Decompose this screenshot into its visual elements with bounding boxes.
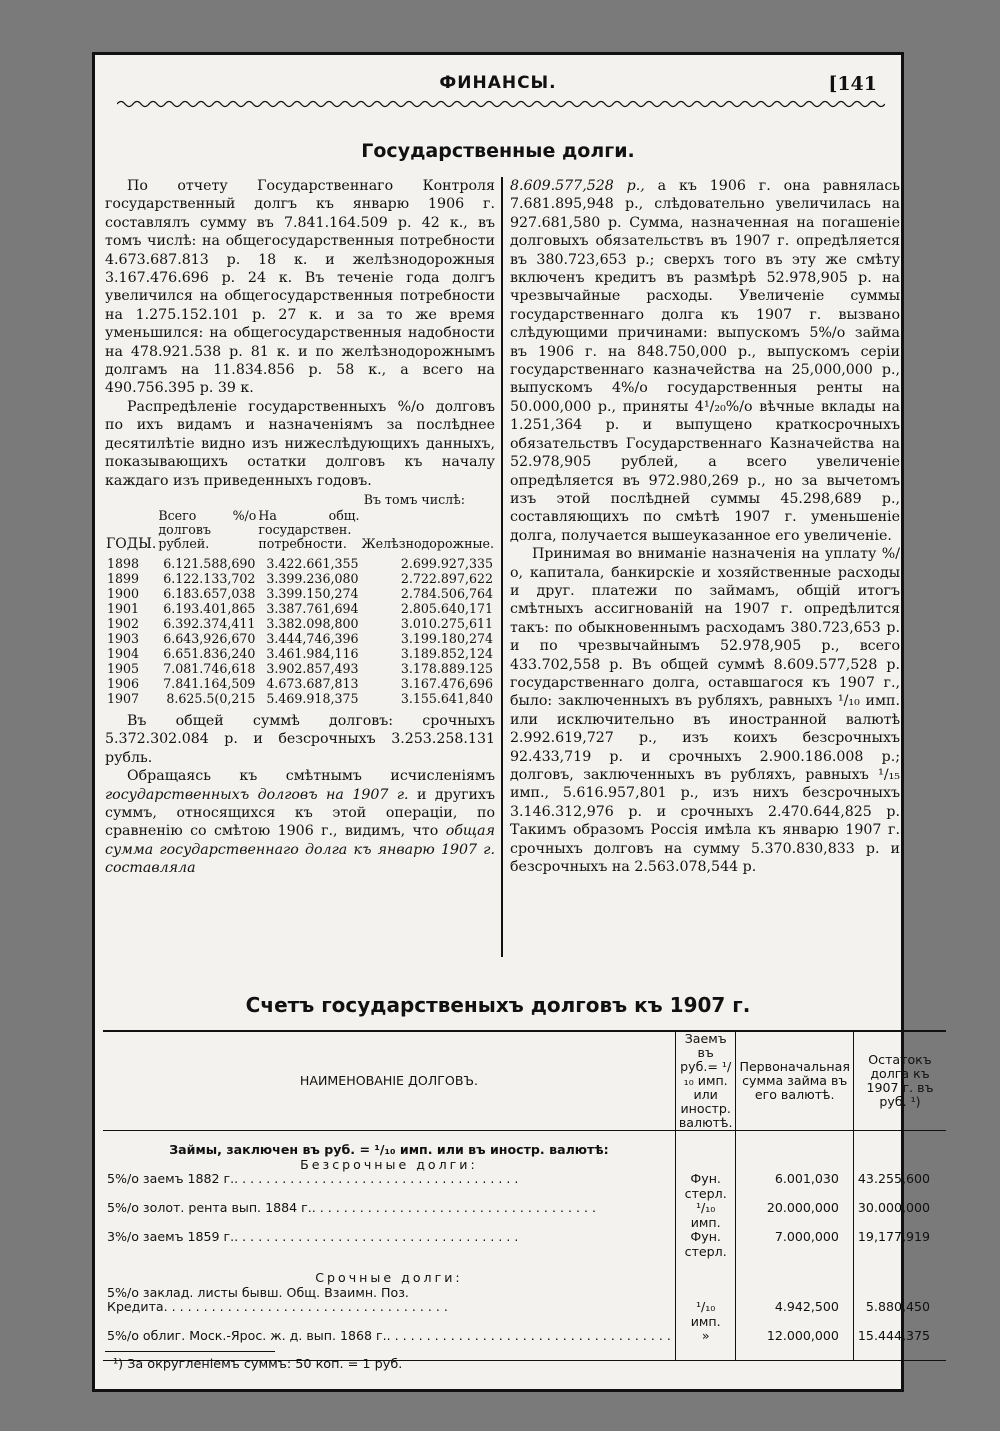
value-cell: 7.841.164,509 xyxy=(163,675,256,691)
value-cell: 3.387.761,694 xyxy=(266,600,359,616)
currency-cell: Фун. стерл. xyxy=(675,1172,736,1201)
table-row xyxy=(103,1329,946,1344)
column-header: НАИМЕНОВАНІЕ ДОЛГОВЪ. xyxy=(103,1031,675,1131)
value-cell: 3.444,746,396 xyxy=(266,630,359,646)
row-label-text: 5%/о заемъ 1882 г. xyxy=(107,1171,235,1186)
amount-cell: 19,177,919 xyxy=(853,1230,946,1259)
dot-leader: . . . . . . . . . . . . . . . . . . . . . . . . . . . . . . . . . . . . xyxy=(386,1329,671,1343)
table-row xyxy=(105,691,495,706)
currency-cell: » xyxy=(675,1329,736,1344)
table-row xyxy=(105,601,495,616)
table-row xyxy=(105,676,495,691)
group-header: Въ томъ числѣ: xyxy=(363,491,465,507)
year-cell: 1899 xyxy=(107,570,140,586)
left-column xyxy=(105,177,495,878)
wavy-rule xyxy=(117,99,885,109)
value-cell: 3.382.098,800 xyxy=(266,615,359,631)
row-label xyxy=(103,1300,675,1329)
value-cell: 2.722.897,622 xyxy=(400,570,493,586)
currency-cell: ¹/₁₀ имп. xyxy=(675,1300,736,1329)
running-title: ФИНАНСЫ. xyxy=(439,73,557,93)
value-cell: 6.183.657,038 xyxy=(163,585,256,601)
paragraph: Обращаясь къ смѣтнымъ исчисленіямъ государственныхъ долговъ на 1907 г. и другихъ суммъ, относящихся къ этой операціи, по сравненію со смѣтою 1906 г., видимъ, что общая сумма государственнаго долга къ январю 1907 г. составляла xyxy=(105,768,495,877)
dot-leader: . . . . . . . . . . . . . . . . . . . . . . . . . . . . . . . . . . . . xyxy=(234,1230,519,1244)
table-row xyxy=(105,631,495,646)
value-cell: 3.010.275,611 xyxy=(400,615,493,631)
section-title: Государственные долги. xyxy=(361,140,635,162)
value-cell: 3.167.476,696 xyxy=(400,675,493,691)
row-label xyxy=(103,1172,675,1201)
value-cell: 6.651.836,240 xyxy=(163,645,256,661)
column-header: Первоначальная сумма займа въ его валютѣ. xyxy=(736,1031,853,1131)
paragraph: По отчету Государственнаго Контроля государственный долгъ къ январю 1906 г. составлялъ сумму въ 7.841.164.509 р. 42 к., въ томъ числѣ: на общегосударственныя потребности 4.673.687.813 р. 18 к. и желѣзнодорожныя 3.167.476.696 р. 24 к. Въ теченіе года долгъ увеличился на общегосударственныя потребности на 1.275.152.101 р. 27 к. и за то же время уменьшился: на общегосударственныя надобности на 478.921.538 р. 81 к. и по желѣзнодорожнымъ долгамъ на 11.834.856 р. 58 к., а всего на 490.756.395 р. 39 к. xyxy=(105,178,495,397)
amount-cell: 7.000,000 xyxy=(736,1230,853,1259)
year-cell: 1904 xyxy=(107,645,140,661)
column-header: Всего %/о долговъ рублей. xyxy=(158,507,257,551)
column-divider xyxy=(501,177,503,957)
value-cell: 4.673.687,813 xyxy=(266,675,359,691)
group-label: Займы, заключен въ руб. = ¹/₁₀ имп. или въ иностр. валютѣ: xyxy=(169,1142,609,1157)
amount-cell: 5.880,450 xyxy=(853,1300,946,1329)
row-label-text: 3%/о заемъ 1859 г. xyxy=(107,1229,235,1244)
dot-leader: . . . . . . . . . . . . . . . . . . . . . . . . . . . . . . . . . . . . xyxy=(234,1172,519,1186)
value-cell: 6.643,926,670 xyxy=(163,630,256,646)
value-cell: 6.392.374,411 xyxy=(163,615,256,631)
paragraph: Принимая во вниманіе назначенія на уплату %/о, капитала, банкирскіе и хозяйственные расходы и друг. платежи по займамъ, общій итогъ смѣтныхъ ассигнованій на 1907 г. опредѣлится такъ: по обыкновеннымъ расходамъ 380.723,653 р. и по чрезвычайнымъ 52.978,905 р., всего 433.702,558 р. Въ общей суммѣ 8.609.577,528 р. государственнаго долга, оставшагося къ 1907 г., было: заключенныхъ въ рубляхъ, равныхъ ¹/₁₀ имп. или исключительно въ иностранной валютѣ 2.992.619,727 р., изъ коихъ безсрочныхъ 92.433,719 р. и срочныхъ 2.900.186.008 р.; долговъ, заключенныхъ въ рубляхъ, равныхъ ¹/₁₅ имп., 5.616.957,801 р., изъ нихъ безсрочныхъ 3.146.312,976 р. и срочныхъ 2.470.644,825 р. Такимъ образомъ Россія имѣла къ январю 1907 г. срочныхъ долговъ на сумму 5.370.830,833 р. и безсрочныхъ на 2.563.078,544 р. xyxy=(510,546,900,876)
table-row xyxy=(103,1172,946,1201)
table-row xyxy=(105,556,495,571)
paragraph: Распредѣленіе государственныхъ %/о долговъ по ихъ видамъ и назначеніямъ за послѣднее десятилѣтіе видно изъ нижеслѣдующихъ данныхъ, показывающихъ остатки долговъ къ началу каждаго изъ приведенныхъ годовъ. xyxy=(105,398,495,489)
value-cell: 3.178.889.125 xyxy=(400,660,493,676)
year-cell: 1902 xyxy=(107,615,140,631)
table-row xyxy=(103,1201,946,1230)
column-header: ГОДЫ. xyxy=(106,535,157,552)
value-cell: 3.902.857,493 xyxy=(266,660,359,676)
dot-leader: . . . . . . . . . . . . . . . . . . . . . . . . . . . . . . . . . . . . xyxy=(163,1300,448,1314)
debt-table xyxy=(103,1030,946,1361)
row-label xyxy=(103,1230,675,1259)
value-cell: 5.469.918,375 xyxy=(266,690,359,706)
table-row xyxy=(105,586,495,601)
amount-cell: 20.000,000 xyxy=(736,1201,853,1230)
amount-cell: 15.444,375 xyxy=(853,1329,946,1344)
column-header: Желѣзнодорожные. xyxy=(361,535,494,551)
page-number: [141 xyxy=(828,73,877,95)
row-label: 5%/о заклад. листы бывш. Общ. Взаимн. Поз. xyxy=(107,1284,409,1300)
value-cell: 6.121.588,690 xyxy=(163,555,256,571)
footnote: ¹) За округленіемъ суммъ: 50 коп. = 1 руб. xyxy=(113,1357,403,1372)
value-cell: 2.784.506,764 xyxy=(400,585,493,601)
table-title: Счетъ государственыхъ долговъ къ 1907 г. xyxy=(245,993,751,1017)
value-cell: 2.699.927,335 xyxy=(400,555,493,571)
year-cell: 1900 xyxy=(107,585,140,601)
value-cell: 3.399.150,274 xyxy=(266,585,359,601)
value-cell: 3.155.641,840 xyxy=(400,690,493,706)
amount-cell: 43.255,600 xyxy=(853,1172,946,1201)
year-cell: 1898 xyxy=(107,555,140,571)
amount-cell: 4.942,500 xyxy=(736,1300,853,1329)
row-label-text: Кредита xyxy=(107,1299,164,1314)
years-table xyxy=(105,492,495,706)
value-cell: 8.625.5(0,215 xyxy=(166,690,256,706)
value-cell: 7.081.746,618 xyxy=(163,660,256,676)
paragraph: Въ общей суммѣ долговъ: срочныхъ 5.372.302.084 р. и безсрочныхъ 3.253.258.131 рубль. xyxy=(105,712,495,766)
value-cell: 2.805.640,171 xyxy=(400,600,493,616)
row-label xyxy=(103,1201,675,1230)
year-cell: 1903 xyxy=(107,630,140,646)
year-cell: 1907 xyxy=(107,690,140,706)
table-row xyxy=(105,571,495,586)
amount-cell: 12.000,000 xyxy=(736,1329,853,1344)
subgroup-label: Срочные долги: xyxy=(315,1270,463,1285)
table-row xyxy=(105,616,495,631)
table-row xyxy=(105,661,495,676)
table-row xyxy=(103,1300,946,1329)
currency-cell: Фун. стерл. xyxy=(675,1230,736,1259)
value-cell: 3.461.984,116 xyxy=(266,645,359,661)
amount-cell: 6.001,030 xyxy=(736,1172,853,1201)
currency-cell: ¹/₁₀ имп. xyxy=(675,1201,736,1230)
column-header: На общ. государствен. потребности. xyxy=(258,507,360,551)
value-cell: 3.399.236,080 xyxy=(266,570,359,586)
row-label xyxy=(103,1329,675,1344)
right-column xyxy=(510,177,900,876)
value-cell: 3.422.661,355 xyxy=(266,555,359,571)
table-row xyxy=(103,1230,946,1259)
paragraph: 8.609.577,528 р., а къ 1906 г. она равнялась 7.681.895,948 р., слѣдовательно увеличилась на 927.681,580 р. Сумма, назначенная на погашеніе долговыхъ обязательствъ въ 1907 г. опредѣляется въ 380.723,653 р.; сверхъ того въ эту же смѣту включенъ кредитъ въ размѣрѣ 52.978,905 р. на чрезвычайные расходы. Увеличеніе суммы государственнаго долга къ 1907 г. вызвано слѣдующими причинами: выпускомъ 5%/о займа въ 1906 г. на 848.750,000 р., выпускомъ серіи государственнаго казначейства на 25,000,000 р., выпускомъ 4%/о государственныя ренты на 50.000,000 р., приняты 4¹/₂₀%/о вѣчные вклады на 1.251,364 р. и выпущено краткосрочныхъ обязательствъ Государственнаго Казначейства на 52.978,905 рублей, а всего увеличеніе опредѣляется въ 972.980,269 р., но за вычетомъ изъ этой послѣдней суммы 45.298,689 р., составляющихъ по смѣтѣ 1907 г. уменьшеніе долга, получается вышеуказанное его увеличеніе. xyxy=(510,178,901,544)
footnote-rule xyxy=(105,1351,275,1352)
row-label-text: 5%/о облиг. Моск.-Ярос. ж. д. вып. 1868 г. xyxy=(107,1328,387,1343)
subgroup-label: Безсрочные долги: xyxy=(300,1156,478,1172)
value-cell: 3.189.852,124 xyxy=(400,645,493,661)
amount-cell: 30.000,000 xyxy=(853,1201,946,1230)
year-cell: 1901 xyxy=(107,600,140,616)
dot-leader: . . . . . . . . . . . . . . . . . . . . . . . . . . . . . . . . . . . . xyxy=(311,1201,596,1215)
year-cell: 1905 xyxy=(107,660,140,676)
column-header: Заемъ въ руб.= ¹/₁₀ имп. или иностр. валютѣ. xyxy=(675,1031,736,1131)
column-header: Остатокъ долга къ 1907 г. въ руб. ¹) xyxy=(853,1031,946,1131)
row-label-text: 5%/о золот. рента вып. 1884 г. xyxy=(107,1200,312,1215)
value-cell: 3.199.180,274 xyxy=(400,630,493,646)
book-page xyxy=(92,52,934,1392)
table-row xyxy=(105,646,495,661)
year-cell: 1906 xyxy=(107,675,140,691)
value-cell: 6.193.401,865 xyxy=(163,600,256,616)
value-cell: 6.122.133,702 xyxy=(163,570,256,586)
